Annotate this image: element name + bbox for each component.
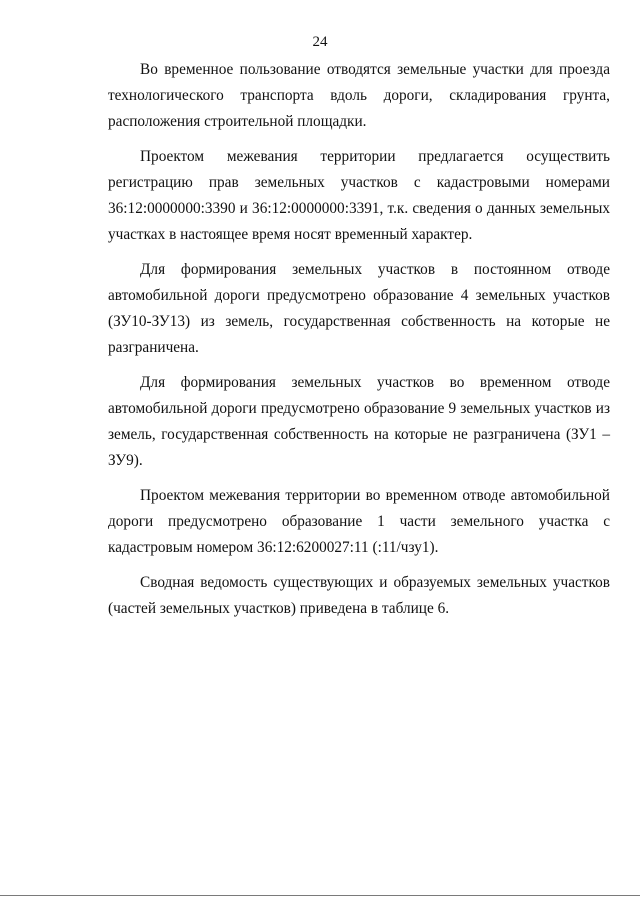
paragraph-temporary-use: Во временное пользование отводятся земельные участки для проезда технологического транспорта вдоль дороги, складирования грунта, расположения строительной площадки. (108, 61, 610, 130)
paragraph-land-part: Проектом межевания территории во временном отводе автомобильной дороги предусмотрено образование 1 части земельного участка с кадастровым номером 36:12:6200027:11 (:11/чзу1). (108, 487, 610, 556)
page-number: 24 (312, 34, 328, 50)
paragraph-permanent-allotment: Для формирования земельных участков в постоянном отводе автомобильной дороги предусмотрено образование 4 земельных участков (ЗУ10-ЗУ13) из земель, государственная собственность на которые не разграничена. (108, 261, 610, 356)
document-body (108, 57, 610, 631)
paragraph-summary-table: Сводная ведомость существующих и образуемых земельных участков (частей земельных участков) приведена в таблице 6. (108, 574, 610, 617)
paragraph-temporary-allotment: Для формирования земельных участков во временном отводе автомобильной дороги предусмотрено образование 9 земельных участков из земель, государственная собственность на которые не разграничена (ЗУ1 – ЗУ9). (108, 374, 610, 469)
bottom-divider (0, 895, 640, 896)
paragraph-registration-rights: Проектом межевания территории предлагается осуществить регистрацию прав земельных участков с кадастровыми номерами 36:12:0000000:3390 и 36:12:0000000:3391, т.к. сведения о данных земельных участках в настоящее время носят временный характер. (108, 148, 610, 243)
